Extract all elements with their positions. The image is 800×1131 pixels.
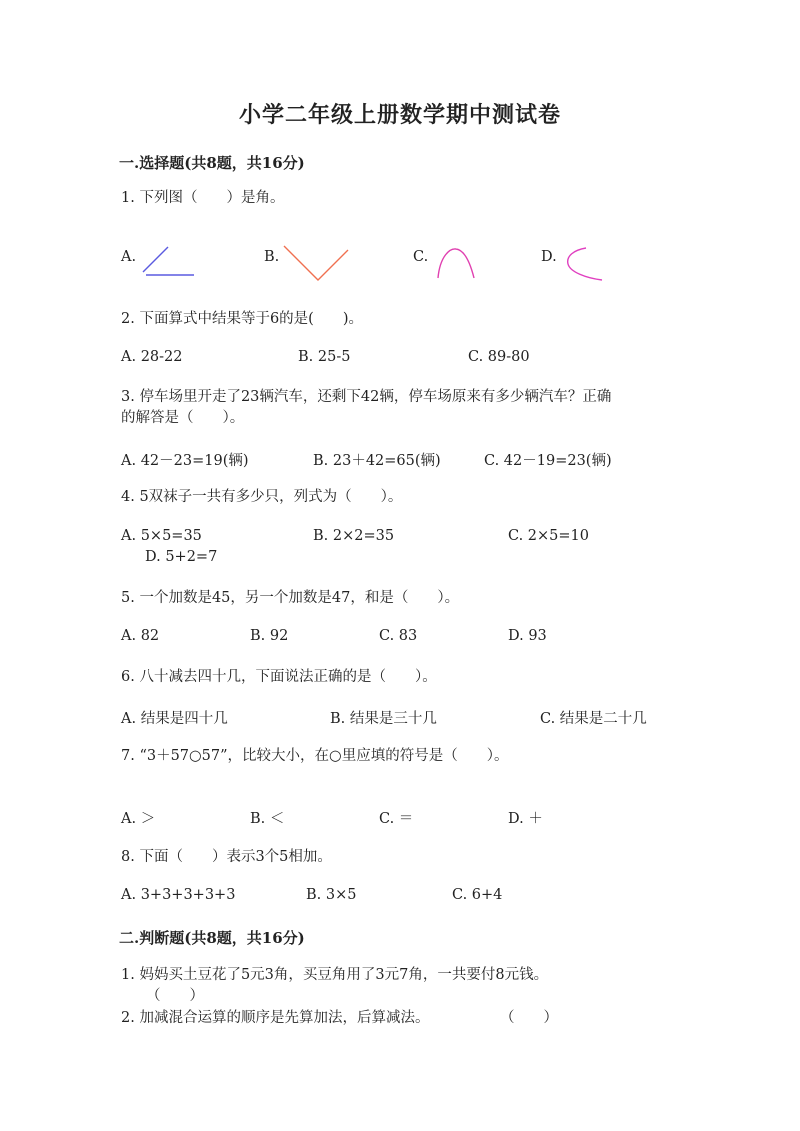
question-7: 7. “3＋57○57”，比较大小，在○里应填的符号是（ ）。 [121, 748, 509, 764]
q1-figure-c [432, 242, 480, 284]
page-title: 小学二年级上册数学期中测试卷 [238, 102, 561, 128]
q3-option-c: C. 42－19=23(辆) [484, 453, 612, 469]
q1-option-c-label: C. [413, 249, 429, 265]
q7-option-c: C. ＝ [379, 811, 414, 827]
judge-question-2: 2. 加减混合运算的顺序是先算加法，后算减法。 [121, 1010, 430, 1026]
q1-option-d-label: D. [541, 249, 557, 265]
section-heading-judge: 二.判断题(共8题，共16分) [119, 929, 305, 947]
question-2: 2. 下面算式中结果等于6的是( )。 [121, 311, 363, 327]
q1-option-a-label: A. [121, 249, 137, 265]
q3-option-b: B. 23＋42=65(辆) [313, 453, 441, 469]
q5-option-b: B. 92 [250, 628, 289, 644]
question-1: 1. 下列图（ ）是角。 [121, 190, 285, 206]
q2-option-b: B. 25-5 [298, 349, 351, 365]
q1-option-b-label: B. [264, 249, 280, 265]
judge-question-2-blank: （ ） [500, 1010, 558, 1026]
q5-option-d: D. 93 [508, 628, 547, 644]
question-5: 5. 一个加数是45，另一个加数是47，和是（ ）。 [121, 590, 460, 606]
q4-option-c: C. 2×5=10 [508, 528, 589, 544]
question-6: 6. 八十减去四十几，下面说法正确的是（ ）。 [121, 669, 437, 685]
q1-figure-b [280, 240, 352, 284]
question-3-line1: 3. 停车场里开走了23辆汽车，还剩下42辆，停车场原来有多少辆汽车？正确 [121, 389, 612, 405]
q8-option-c: C. 6+4 [452, 887, 503, 903]
q4-option-d: D. 5+2=7 [145, 549, 218, 565]
q5-option-c: C. 83 [379, 628, 418, 644]
judge-question-1-line1: 1. 妈妈买土豆花了5元3角，买豆角用了3元7角，一共要付8元钱。 [121, 967, 549, 983]
section-heading-choice: 一.选择题(共8题，共16分) [119, 154, 305, 172]
q2-option-a: A. 28-22 [121, 349, 183, 365]
q5-option-a: A. 82 [121, 628, 160, 644]
q2-option-c: C. 89-80 [468, 349, 530, 365]
q4-option-b: B. 2×2=35 [313, 528, 395, 544]
q7-option-a: A. ＞ [121, 811, 156, 827]
judge-question-1-blank: （ ） [146, 988, 204, 1004]
q1-figure-a [138, 240, 200, 282]
question-4: 4. 5双袜子一共有多少只，列式为（ ）。 [121, 489, 403, 505]
q4-option-a: A. 5×5=35 [121, 528, 202, 544]
q7-option-d: D. ＋ [508, 811, 543, 827]
q6-option-a: A. 结果是四十几 [121, 711, 228, 727]
q6-option-b: B. 结果是三十几 [330, 711, 437, 727]
q3-option-a: A. 42－23=19(辆) [121, 453, 249, 469]
question-8: 8. 下面（ ）表示3个5相加。 [121, 849, 332, 865]
q8-option-b: B. 3×5 [306, 887, 357, 903]
q6-option-c: C. 结果是二十几 [540, 711, 647, 727]
question-3-line2: 的解答是（ ）。 [121, 410, 245, 426]
q8-option-a: A. 3+3+3+3+3 [121, 887, 236, 903]
q7-option-b: B. ＜ [250, 811, 285, 827]
q1-figure-d [560, 242, 606, 284]
